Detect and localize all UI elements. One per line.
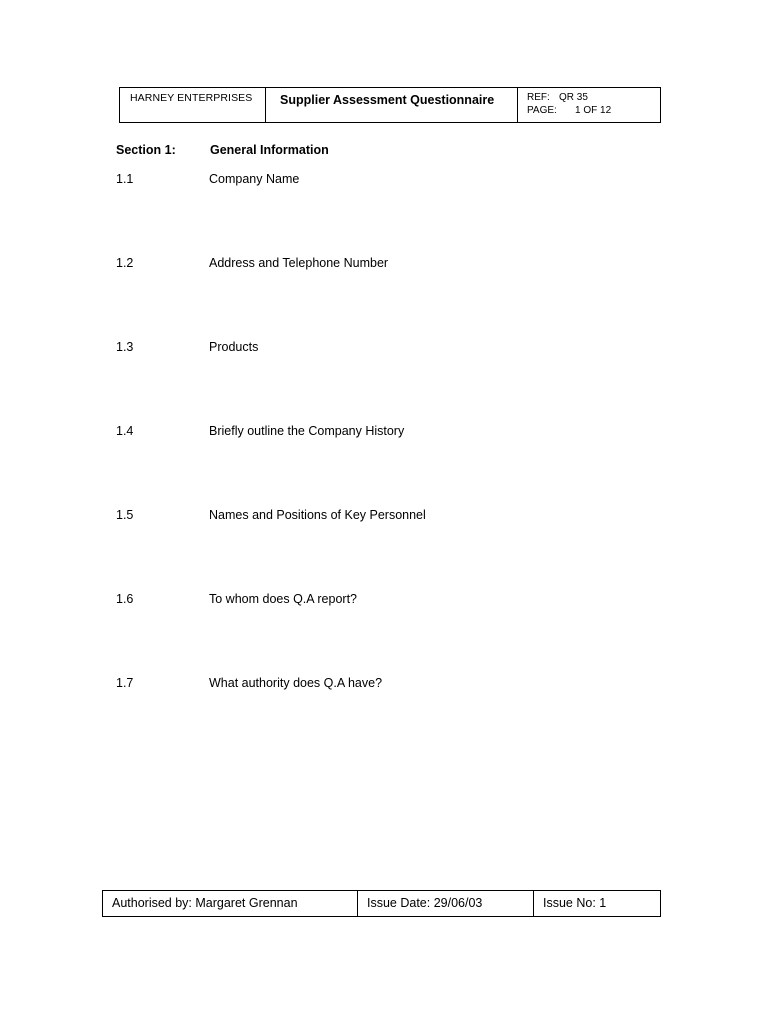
question-item xyxy=(116,340,616,356)
question-text: Briefly outline the Company History xyxy=(209,424,405,438)
question-text: Products xyxy=(209,340,259,354)
ref-row xyxy=(527,92,660,105)
section-title: General Information xyxy=(210,143,329,157)
issue-date: Issue Date: 29/06/03 xyxy=(367,896,483,910)
document-title: Supplier Assessment Questionnaire xyxy=(280,93,495,107)
page-row xyxy=(527,105,660,118)
question-item xyxy=(116,592,616,608)
question-item xyxy=(116,256,616,272)
question-number: 1.7 xyxy=(116,676,134,690)
issue-date-cell xyxy=(358,891,534,916)
page-label: PAGE: xyxy=(527,104,557,116)
reference-cell xyxy=(518,88,660,122)
document-footer-table xyxy=(102,890,661,917)
company-name: HARNEY ENTERPRISES xyxy=(130,92,253,104)
question-text: Address and Telephone Number xyxy=(209,256,389,270)
issue-number: Issue No: 1 xyxy=(543,896,607,910)
question-number: 1.1 xyxy=(116,172,134,186)
question-text: Names and Positions of Key Personnel xyxy=(209,508,426,522)
authorised-by-cell xyxy=(103,891,358,916)
question-text: Company Name xyxy=(209,172,300,186)
document-header-table xyxy=(119,87,661,123)
question-number: 1.2 xyxy=(116,256,134,270)
question-item xyxy=(116,508,616,524)
authorised-by: Authorised by: Margaret Grennan xyxy=(112,896,298,910)
document-title-cell xyxy=(266,88,518,122)
page-value: 1 OF 12 xyxy=(575,104,612,116)
question-number: 1.4 xyxy=(116,424,134,438)
question-item xyxy=(116,172,616,188)
question-item xyxy=(116,424,616,440)
question-number: 1.6 xyxy=(116,592,134,606)
company-name-cell xyxy=(120,88,266,122)
section-number: Section 1: xyxy=(116,143,176,157)
question-item xyxy=(116,676,616,692)
ref-label: REF: xyxy=(527,92,550,103)
question-number: 1.3 xyxy=(116,340,134,354)
question-text: What authority does Q.A have? xyxy=(209,676,383,690)
question-text: To whom does Q.A report? xyxy=(209,592,357,606)
issue-number-cell xyxy=(534,891,660,916)
ref-value: QR 35 xyxy=(559,92,588,103)
question-number: 1.5 xyxy=(116,508,134,522)
